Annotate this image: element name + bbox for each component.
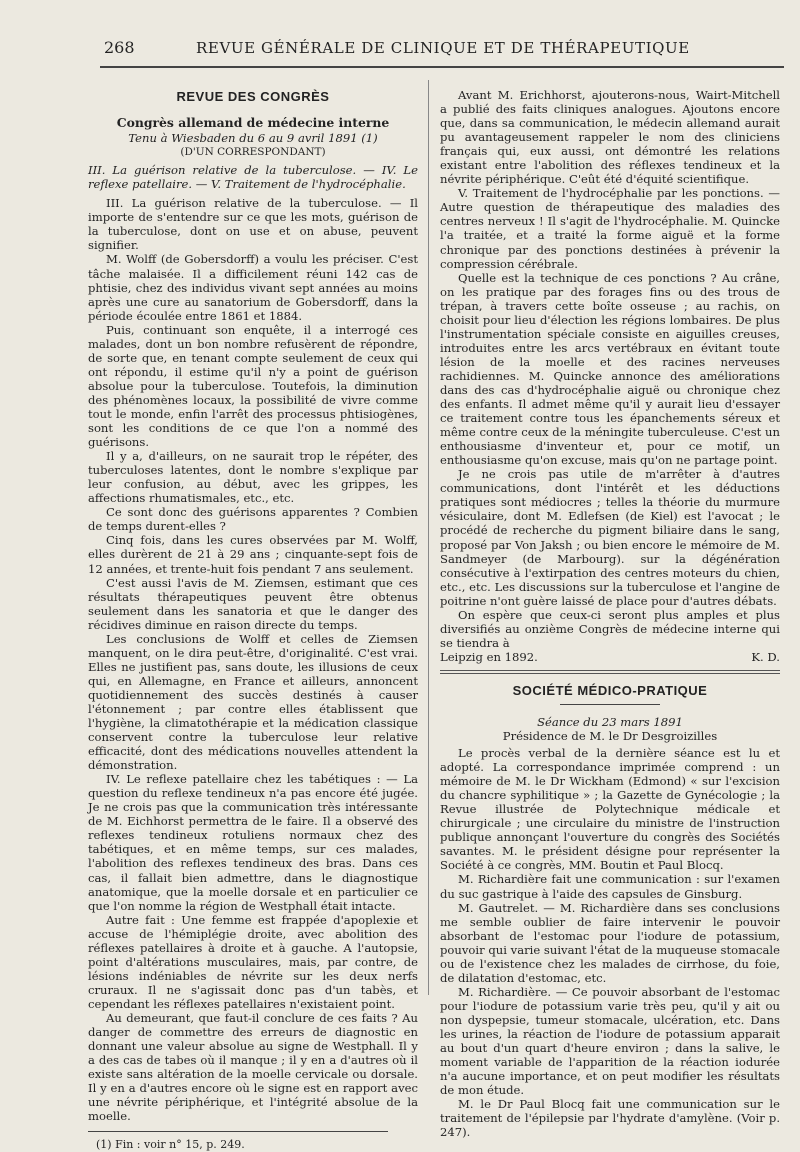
presidency: Présidence de M. le Dr Desgroizilles [502, 729, 718, 744]
signature: K. D. [751, 649, 780, 664]
left-column [88, 90, 418, 1152]
header-rule [100, 66, 784, 68]
section-title-congres: REVUE DES CONGRÈS [176, 89, 330, 104]
closing-place: Leipzig en 1892. [440, 649, 538, 664]
paragraph: M. le Dr Paul Blocq fait une communication sur le traitement de l'épilepsie par l'hydrate d'amylène. (Voir p. 247). [440, 1097, 780, 1140]
paragraph: Les conclusions de Wolff et celles de Ziemsen manquent, on le dira peut-être, d'originalité. C'est vrai. Elles ne justifient pas, sans doute, les illusions de ceux qui, en Allemagne, en France et ailleurs, annoncent quotidiennement des succès destinés à causer l'étonnement ; par contre elles établissent que l'hygiène, la climatothérapie et la médication classique conservent contre la tuberculose leur relative efficacité, dont des médications nouvelles attendent la démonstration. [88, 631, 418, 773]
contents-summary: III. La guérison relative de la tuberculose. — IV. Le reflexe patellaire. — V. Traitement de l'hydrocéphalie. [88, 163, 418, 192]
paragraph: C'est aussi l'avis de M. Ziemsen, estimant que ces résultats thérapeutiques peuvent être obtenus seulement dans les sanatoria et que le danger des récidives diminue en raison directe du temps. [88, 575, 418, 632]
paragraph: Le procès verbal de la dernière séance est lu et adopté. La correspondance imprimée comprend : un mémoire de M. le Dr Wickham (Edmond) « sur l'excision du chancre syphilitique » ; la Gazette de Gynécologie ; la Revue illustrée de Polytechnique médicale et chirurgicale ; une circulaire du ministre de l'instruction publique annonçant l'ouverture du congrès des Sociétés savantes. M. le président désigne pour représenter la Société à ce congrès, MM. Boutin et Paul Blocq. [440, 746, 780, 873]
running-header [100, 36, 780, 62]
paragraph: III. La guérison relative de la tuberculose. — Il importe de s'entendre sur ce que les mots, guérison de la tuberculose, dont on use et on abuse, peuvent signifier. [88, 196, 418, 253]
paragraph: M. Gautrelet. — M. Richardière dans ses conclusions me semble oublier de faire intervenir le pouvoir absorbant de l'estomac pour l'iodure de potassium, pouvoir qui varie suivant l'état de la muqueuse stomacale ou de l'existence chez les malades de cirrhose, du foie, de dilatation d'estomac, etc. [440, 900, 780, 985]
footnote: (1) Fin : voir n° 15, p. 249. [96, 1138, 245, 1152]
footnote-rule [88, 1131, 388, 1132]
correspondent-note: (D'UN CORRESPONDANT) [180, 146, 326, 159]
paragraph: Autre fait : Une femme est frappée d'apoplexie et accuse de l'hémiplégie droite, avec abolition des réflexes patellaires à droite et à gauche. A l'autopsie, point d'altérations musculaires, mais, par contre, de lésions indéniables de névrite sur les deux nerfs cruraux. Il ne s'agissait donc pas d'un tabès, et cependant les réflexes patellaires n'existaient point. [88, 912, 418, 1011]
paragraph: Quelle est la technique de ces ponctions ? Au crâne, on les pratique par des forages fins ou des trous de trépan, à travers cette boîte osseuse ; au rachis, on choisit pour lieu d'élection les régions lombaires. De plus l'instrumentation spéciale consiste en aiguilles creuses, introduites entre les arcs vertébraux en évitant toute lésion de la moelle et des racines nerveuses rachidiennes. M. Quincke annonce des améliorations dans des cas d'hydrocéphalie aiguë ou chronique chez des enfants. Il admet même qu'il y aurait lieu d'essayer ce traitement contre tous les épanchements séreux et même contre ceux de la méningite tuberculeuse. C'est un enthousiasme d'inventeur et, pour ce motif, un enthousiasme qu'on excuse, mais qu'on ne partage point. [440, 270, 780, 468]
paragraph: V. Traitement de l'hydrocéphalie par les ponctions. — Autre question de thérapeutique des maladies des centres nerveux ! Il s'agit de l'hydrocéphalie. M. Quincke l'a traitée, et a traité la forme aiguë et la forme chronique par des ponctions destinées à prévenir la compression cérébrale. [440, 186, 780, 271]
paragraph: M. Richardière fait une communication : sur l'examen du suc gastrique à l'aide des capsules de Ginsburg. [440, 872, 780, 901]
paragraph: Il y a, d'ailleurs, on ne saurait trop le répéter, des tuberculoses latentes, dont le nombre s'explique par leur confusion, au début, avec les grippes, les affections rhumatismales, etc., etc. [88, 449, 418, 506]
paragraph: Ce sont donc des guérisons apparentes ? Combien de temps durent-elles ? [88, 505, 418, 534]
page-number: 268 [104, 38, 135, 57]
running-title: REVUE GÉNÉRALE DE CLINIQUE ET DE THÉRAPEUTIQUE [196, 39, 690, 57]
session-date: Séance du 23 mars 1891 [537, 714, 683, 729]
paragraph: Cinq fois, dans les cures observées par M. Wolff, elles durèrent de 21 à 29 ans ; cinquante-sept fois de 12 années, et trente-huit fois pendant 7 ans seulement. [88, 533, 418, 576]
column-divider [428, 80, 429, 995]
section-title-societe: SOCIÉTÉ MÉDICO-PRATIQUE [512, 682, 708, 698]
section-title-rule [560, 704, 660, 705]
congress-place: Tenu à Wiesbaden du 6 au 9 avril 1891 (1) [128, 131, 378, 146]
section-separator [440, 670, 780, 674]
paragraph: IV. Le reflexe patellaire chez les tabétiques : — La question du reflexe tendineux n'a pas encore été jugée. Je ne crois pas que la communication très intéressante de M. Eichhorst permettra de le faire. Il a observé des reflexes tendineux rotuliens normaux chez des tabétiques, et en même temps, sur ces malades, l'abolition des reflexes tendineux des bras. Dans ces cas, il fallait bien admettre, dans le diagnostique anatomique, que la moelle dorsale et en particulier ce que l'on nomme la région de Westphall était intacte. [88, 772, 418, 913]
closing-line [440, 650, 780, 664]
congress-title: Congrès allemand de médecine interne [116, 115, 390, 131]
paragraph: M. Wolff (de Gobersdorff) a voulu les préciser. C'est tâche malaisée. Il a difficilement réuni 142 cas de phtisie, chez des individus vivant sept années au moins après une cure au sanatorium de Gobersdorff, dans la période écoulée entre 1861 et 1884. [88, 252, 418, 323]
right-column [440, 88, 780, 1139]
paragraph: Au demeurant, que faut-il conclure de ces faits ? Au danger de commettre des erreurs de diagnostic en donnant une valeur absolue au signe de Westphall. Il y a des cas de tabes où il manque ; il y en a d'autres où il existe sans altération de la moelle cervicale ou dorsale. Il y en a d'autres encore où le signe est en rapport avec une névrite périphérique, et l'intégrité absolue de la moelle. [88, 1011, 418, 1124]
paragraph: Puis, continuant son enquête, il a interrogé ces malades, dont un bon nombre refusèrent de répondre, de sorte que, en tenant compte seulement de ceux qui ont répondu, il estime qu'il n'y a point de guérison absolue pour la tuberculose. Toutefois, la diminution des phénomènes locaux, la possibilité de vivre comme tout le monde, enfin l'arrêt des processus phtisiogènes, sont les conditions de ce que l'on a nommé des guérisons. [88, 322, 418, 450]
paragraph: Avant M. Erichhorst, ajouterons-nous, Wairt-Mitchell a publié des faits cliniques analogues. Ajoutons encore que, dans sa communication, le médecin allemand aurait pu avantageusement rappeler le nom des cliniciens français qui, eux aussi, ont démontré les relations existant entre l'abolition des réflexes tendineux et la névrite périphérique. C'eût été d'équité scientifique. [440, 88, 780, 187]
paragraph: On espère que ceux-ci seront plus amples et plus diversifiés au onzième Congrès de médecine interne qui se tiendra à [440, 607, 780, 650]
paragraph: Je ne crois pas utile de m'arrêter à d'autres communications, dont l'intérêt et les déductions pratiques sont médiocres ; telles la théorie du murmure vésiculaire, dont M. Edlefsen (de Kiel) est l'avocat ; le procédé de recherche du pigment biliaire dans le sang, proposé par Von Jaksh ; ou bien encore le mémoire de M. Sandmeyer (de Marbourg). sur la dégénération consécutive à l'extirpation des centres moteurs du chien, etc., etc. Les discussions sur la tuberculose et l'angine de poitrine n'ont guère laissé de place pour d'autres débats. [440, 467, 780, 608]
paragraph: M. Richardière. — Ce pouvoir absorbant de l'estomac pour l'iodure de potassium varie très peu, qu'il y ait ou non dyspepsie, tumeur stomacale, ulcération, etc. Dans les urines, la réaction de l'iodure de potassium apparait au bout d'un quart d'heure environ ; dans la salive, le moment variable de l'apparition de la réaction iodurée n'a aucune importance, et on peut modifier les résultats de mon étude. [440, 984, 780, 1098]
